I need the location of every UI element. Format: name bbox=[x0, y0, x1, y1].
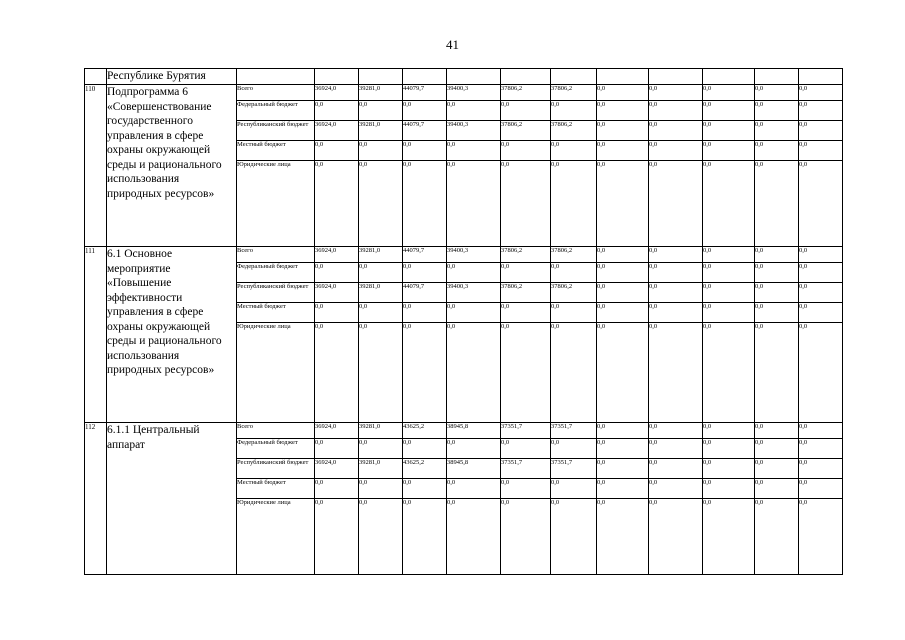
value-cell: 0,0 bbox=[703, 263, 755, 283]
value-cell: 0,0 bbox=[649, 479, 703, 499]
value-cell: 0,0 bbox=[597, 499, 649, 575]
value-cell: 43625,2 bbox=[403, 423, 447, 439]
value-cell: 39400,3 bbox=[447, 247, 501, 263]
row-number-cell: 111 bbox=[85, 247, 107, 423]
value-cell: 0,0 bbox=[799, 161, 843, 247]
funding-source-cell: Республиканский бюджет bbox=[237, 459, 315, 479]
value-cell: 0,0 bbox=[755, 459, 799, 479]
value-cell: 0,0 bbox=[799, 323, 843, 423]
value-cell: 0,0 bbox=[403, 479, 447, 499]
value-cell: 0,0 bbox=[501, 479, 551, 499]
value-cell: 37806,2 bbox=[551, 85, 597, 101]
value-cell: 0,0 bbox=[755, 121, 799, 141]
value-cell: 0,0 bbox=[315, 479, 359, 499]
value-cell: 0,0 bbox=[703, 121, 755, 141]
value-cell: 36924,0 bbox=[315, 423, 359, 439]
value-cell: 0,0 bbox=[703, 141, 755, 161]
value-cell: 0,0 bbox=[501, 439, 551, 459]
funding-source-cell: Местный бюджет bbox=[237, 141, 315, 161]
value-cell: 0,0 bbox=[703, 101, 755, 121]
value-cell: 0,0 bbox=[315, 161, 359, 247]
value-cell: 0,0 bbox=[597, 121, 649, 141]
value-cell: 0,0 bbox=[447, 499, 501, 575]
program-name-cell: Подпрограмма 6 «Совершенствование государственного управления в сфере охраны окружающей среды и рационального использования природных ресурсов» bbox=[107, 85, 237, 247]
value-cell: 0,0 bbox=[799, 247, 843, 263]
value-cell: 0,0 bbox=[597, 479, 649, 499]
value-cell: 0,0 bbox=[597, 141, 649, 161]
value-cell: 0,0 bbox=[799, 439, 843, 459]
value-cell: 0,0 bbox=[703, 479, 755, 499]
page-number: 41 bbox=[446, 37, 459, 52]
table-row bbox=[85, 247, 843, 263]
value-cell: 0,0 bbox=[755, 499, 799, 575]
value-cell: 0,0 bbox=[649, 303, 703, 323]
value-cell: 0,0 bbox=[447, 263, 501, 283]
value-cell: 0,0 bbox=[649, 141, 703, 161]
value-cell: 0,0 bbox=[703, 283, 755, 303]
value-cell: 0,0 bbox=[447, 323, 501, 423]
value-cell: 0,0 bbox=[755, 439, 799, 459]
value-cell: 37806,2 bbox=[551, 121, 597, 141]
value-cell: 0,0 bbox=[315, 141, 359, 161]
value-cell: 0,0 bbox=[755, 323, 799, 423]
value-cell: 0,0 bbox=[755, 247, 799, 263]
value-cell: 37806,2 bbox=[501, 85, 551, 101]
value-cell: 0,0 bbox=[403, 323, 447, 423]
value-cell: 0,0 bbox=[403, 439, 447, 459]
funding-source-cell: Всего bbox=[237, 247, 315, 263]
value-cell: 44079,7 bbox=[403, 283, 447, 303]
value-cell: 38945,8 bbox=[447, 423, 501, 439]
value-cell: 0,0 bbox=[359, 303, 403, 323]
value-cell: 0,0 bbox=[597, 247, 649, 263]
value-cell: 0,0 bbox=[501, 263, 551, 283]
funding-source-cell: Всего bbox=[237, 423, 315, 439]
value-cell: 0,0 bbox=[597, 101, 649, 121]
funding-source-cell: Федеральный бюджет bbox=[237, 439, 315, 459]
value-cell: 0,0 bbox=[703, 459, 755, 479]
value-cell: 0,0 bbox=[649, 439, 703, 459]
value-cell: 0,0 bbox=[649, 423, 703, 439]
value-cell: 37351,7 bbox=[551, 459, 597, 479]
num-cell bbox=[85, 69, 107, 85]
value-cell: 36924,0 bbox=[315, 459, 359, 479]
value-cell: 0,0 bbox=[799, 101, 843, 121]
program-name-cell: 6.1 Основное мероприятие «Повышение эффективности управления в сфере охраны окружающей среды и рационального использования природных ресурсов» bbox=[107, 247, 237, 423]
value-cell: 39281,0 bbox=[359, 423, 403, 439]
value-cell: 0,0 bbox=[501, 323, 551, 423]
value-cell: 0,0 bbox=[403, 101, 447, 121]
value-cell: 0,0 bbox=[703, 161, 755, 247]
value-cell: 0,0 bbox=[799, 459, 843, 479]
value-cell: 0,0 bbox=[551, 323, 597, 423]
value-cell: 38945,8 bbox=[447, 459, 501, 479]
value-cell: 0,0 bbox=[447, 161, 501, 247]
funding-source-cell: Республиканский бюджет bbox=[237, 283, 315, 303]
value-cell: 0,0 bbox=[501, 499, 551, 575]
value-cell: 0,0 bbox=[551, 479, 597, 499]
value-cell: 0,0 bbox=[703, 499, 755, 575]
value-cell: 0,0 bbox=[703, 85, 755, 101]
value-cell: 0,0 bbox=[703, 423, 755, 439]
value-cell: 0,0 bbox=[649, 85, 703, 101]
value-cell: 37806,2 bbox=[501, 283, 551, 303]
value-cell: 0,0 bbox=[597, 439, 649, 459]
value-cell: 0,0 bbox=[703, 303, 755, 323]
value-cell: 0,0 bbox=[315, 303, 359, 323]
value-cell: 0,0 bbox=[315, 263, 359, 283]
value-cell: 0,0 bbox=[447, 141, 501, 161]
funding-source-cell: Юридические лица bbox=[237, 323, 315, 423]
header-continuation-row bbox=[85, 69, 843, 85]
value-cell: 0,0 bbox=[799, 423, 843, 439]
value-cell: 0,0 bbox=[799, 479, 843, 499]
value-cell: 44079,7 bbox=[403, 85, 447, 101]
value-cell: 0,0 bbox=[799, 499, 843, 575]
value-cell: 36924,0 bbox=[315, 283, 359, 303]
row-number-cell: 112 bbox=[85, 423, 107, 575]
value-cell: 0,0 bbox=[703, 323, 755, 423]
funding-source-cell: Республиканский бюджет bbox=[237, 121, 315, 141]
value-cell: 0,0 bbox=[755, 85, 799, 101]
value-cell: 0,0 bbox=[315, 101, 359, 121]
funding-source-cell: Федеральный бюджет bbox=[237, 101, 315, 121]
value-cell: 0,0 bbox=[649, 323, 703, 423]
value-cell: 36924,0 bbox=[315, 247, 359, 263]
value-cell: 0,0 bbox=[597, 263, 649, 283]
table-row bbox=[85, 85, 843, 101]
value-cell: 39400,3 bbox=[447, 121, 501, 141]
value-cell: 0,0 bbox=[447, 479, 501, 499]
value-cell: 0,0 bbox=[551, 303, 597, 323]
value-cell: 36924,0 bbox=[315, 121, 359, 141]
value-cell: 0,0 bbox=[755, 423, 799, 439]
value-cell: 0,0 bbox=[597, 283, 649, 303]
value-cell: 37806,2 bbox=[551, 283, 597, 303]
value-cell: 0,0 bbox=[703, 247, 755, 263]
value-cell: 0,0 bbox=[755, 479, 799, 499]
table-row bbox=[85, 423, 843, 439]
value-cell: 37351,7 bbox=[551, 423, 597, 439]
value-cell: 0,0 bbox=[359, 439, 403, 459]
funding-source-cell: Юридические лица bbox=[237, 161, 315, 247]
value-cell: 39400,3 bbox=[447, 283, 501, 303]
value-cell: 0,0 bbox=[447, 303, 501, 323]
value-cell: 0,0 bbox=[359, 323, 403, 423]
value-cell: 0,0 bbox=[799, 303, 843, 323]
value-cell: 0,0 bbox=[703, 439, 755, 459]
value-cell: 0,0 bbox=[551, 499, 597, 575]
value-cell: 0,0 bbox=[447, 439, 501, 459]
value-cell: 0,0 bbox=[403, 499, 447, 575]
value-cell: 0,0 bbox=[649, 459, 703, 479]
value-cell: 44079,7 bbox=[403, 121, 447, 141]
value-cell: 0,0 bbox=[359, 141, 403, 161]
value-cell: 37806,2 bbox=[551, 247, 597, 263]
value-cell: 0,0 bbox=[799, 121, 843, 141]
value-cell: 0,0 bbox=[501, 303, 551, 323]
funding-source-cell: Местный бюджет bbox=[237, 303, 315, 323]
value-cell: 0,0 bbox=[551, 141, 597, 161]
value-cell: 0,0 bbox=[649, 499, 703, 575]
value-cell: 0,0 bbox=[501, 161, 551, 247]
value-cell: 0,0 bbox=[359, 499, 403, 575]
value-cell: 43625,2 bbox=[403, 459, 447, 479]
value-cell: 0,0 bbox=[315, 439, 359, 459]
value-cell: 0,0 bbox=[403, 263, 447, 283]
value-cell: 0,0 bbox=[359, 479, 403, 499]
value-cell: 0,0 bbox=[315, 323, 359, 423]
value-cell: 0,0 bbox=[359, 161, 403, 247]
continuation-name-cell: Республике Бурятия bbox=[107, 69, 237, 85]
value-cell: 0,0 bbox=[649, 161, 703, 247]
value-cell: 39281,0 bbox=[359, 247, 403, 263]
value-cell: 39281,0 bbox=[359, 459, 403, 479]
value-cell: 0,0 bbox=[597, 161, 649, 247]
value-cell: 44079,7 bbox=[403, 247, 447, 263]
budget-table bbox=[84, 68, 843, 575]
value-cell: 0,0 bbox=[597, 303, 649, 323]
value-cell: 0,0 bbox=[501, 141, 551, 161]
value-cell: 0,0 bbox=[359, 263, 403, 283]
value-cell: 0,0 bbox=[755, 141, 799, 161]
value-cell: 0,0 bbox=[755, 303, 799, 323]
value-cell: 0,0 bbox=[551, 101, 597, 121]
value-cell: 0,0 bbox=[447, 101, 501, 121]
value-cell: 0,0 bbox=[551, 439, 597, 459]
value-cell: 0,0 bbox=[551, 161, 597, 247]
value-cell: 0,0 bbox=[649, 121, 703, 141]
value-cell: 0,0 bbox=[799, 141, 843, 161]
row-number-cell: 110 bbox=[85, 85, 107, 247]
funding-source-cell: Местный бюджет bbox=[237, 479, 315, 499]
value-cell: 39281,0 bbox=[359, 283, 403, 303]
value-cell: 0,0 bbox=[799, 263, 843, 283]
value-cell: 39400,3 bbox=[447, 85, 501, 101]
value-cell: 0,0 bbox=[649, 101, 703, 121]
value-cell: 37351,7 bbox=[501, 459, 551, 479]
value-cell: 0,0 bbox=[597, 85, 649, 101]
value-cell: 37806,2 bbox=[501, 121, 551, 141]
value-cell: 0,0 bbox=[799, 85, 843, 101]
value-cell: 0,0 bbox=[403, 161, 447, 247]
value-cell: 0,0 bbox=[649, 247, 703, 263]
value-cell: 0,0 bbox=[403, 141, 447, 161]
value-cell: 0,0 bbox=[501, 101, 551, 121]
value-cell: 0,0 bbox=[755, 283, 799, 303]
value-cell: 37351,7 bbox=[501, 423, 551, 439]
funding-source-cell: Федеральный бюджет bbox=[237, 263, 315, 283]
value-cell: 39281,0 bbox=[359, 121, 403, 141]
value-cell: 0,0 bbox=[315, 499, 359, 575]
value-cell: 39281,0 bbox=[359, 85, 403, 101]
value-cell: 0,0 bbox=[403, 303, 447, 323]
value-cell: 0,0 bbox=[551, 263, 597, 283]
value-cell: 0,0 bbox=[755, 161, 799, 247]
value-cell: 0,0 bbox=[799, 283, 843, 303]
value-cell: 0,0 bbox=[359, 101, 403, 121]
value-cell: 36924,0 bbox=[315, 85, 359, 101]
value-cell: 37806,2 bbox=[501, 247, 551, 263]
value-cell: 0,0 bbox=[649, 283, 703, 303]
value-cell: 0,0 bbox=[755, 263, 799, 283]
funding-source-cell: Юридические лица bbox=[237, 499, 315, 575]
value-cell: 0,0 bbox=[597, 323, 649, 423]
value-cell: 0,0 bbox=[755, 101, 799, 121]
value-cell: 0,0 bbox=[597, 459, 649, 479]
value-cell: 0,0 bbox=[597, 423, 649, 439]
funding-source-cell: Всего bbox=[237, 85, 315, 101]
program-name-cell: 6.1.1 Центральный аппарат bbox=[107, 423, 237, 575]
value-cell: 0,0 bbox=[649, 263, 703, 283]
